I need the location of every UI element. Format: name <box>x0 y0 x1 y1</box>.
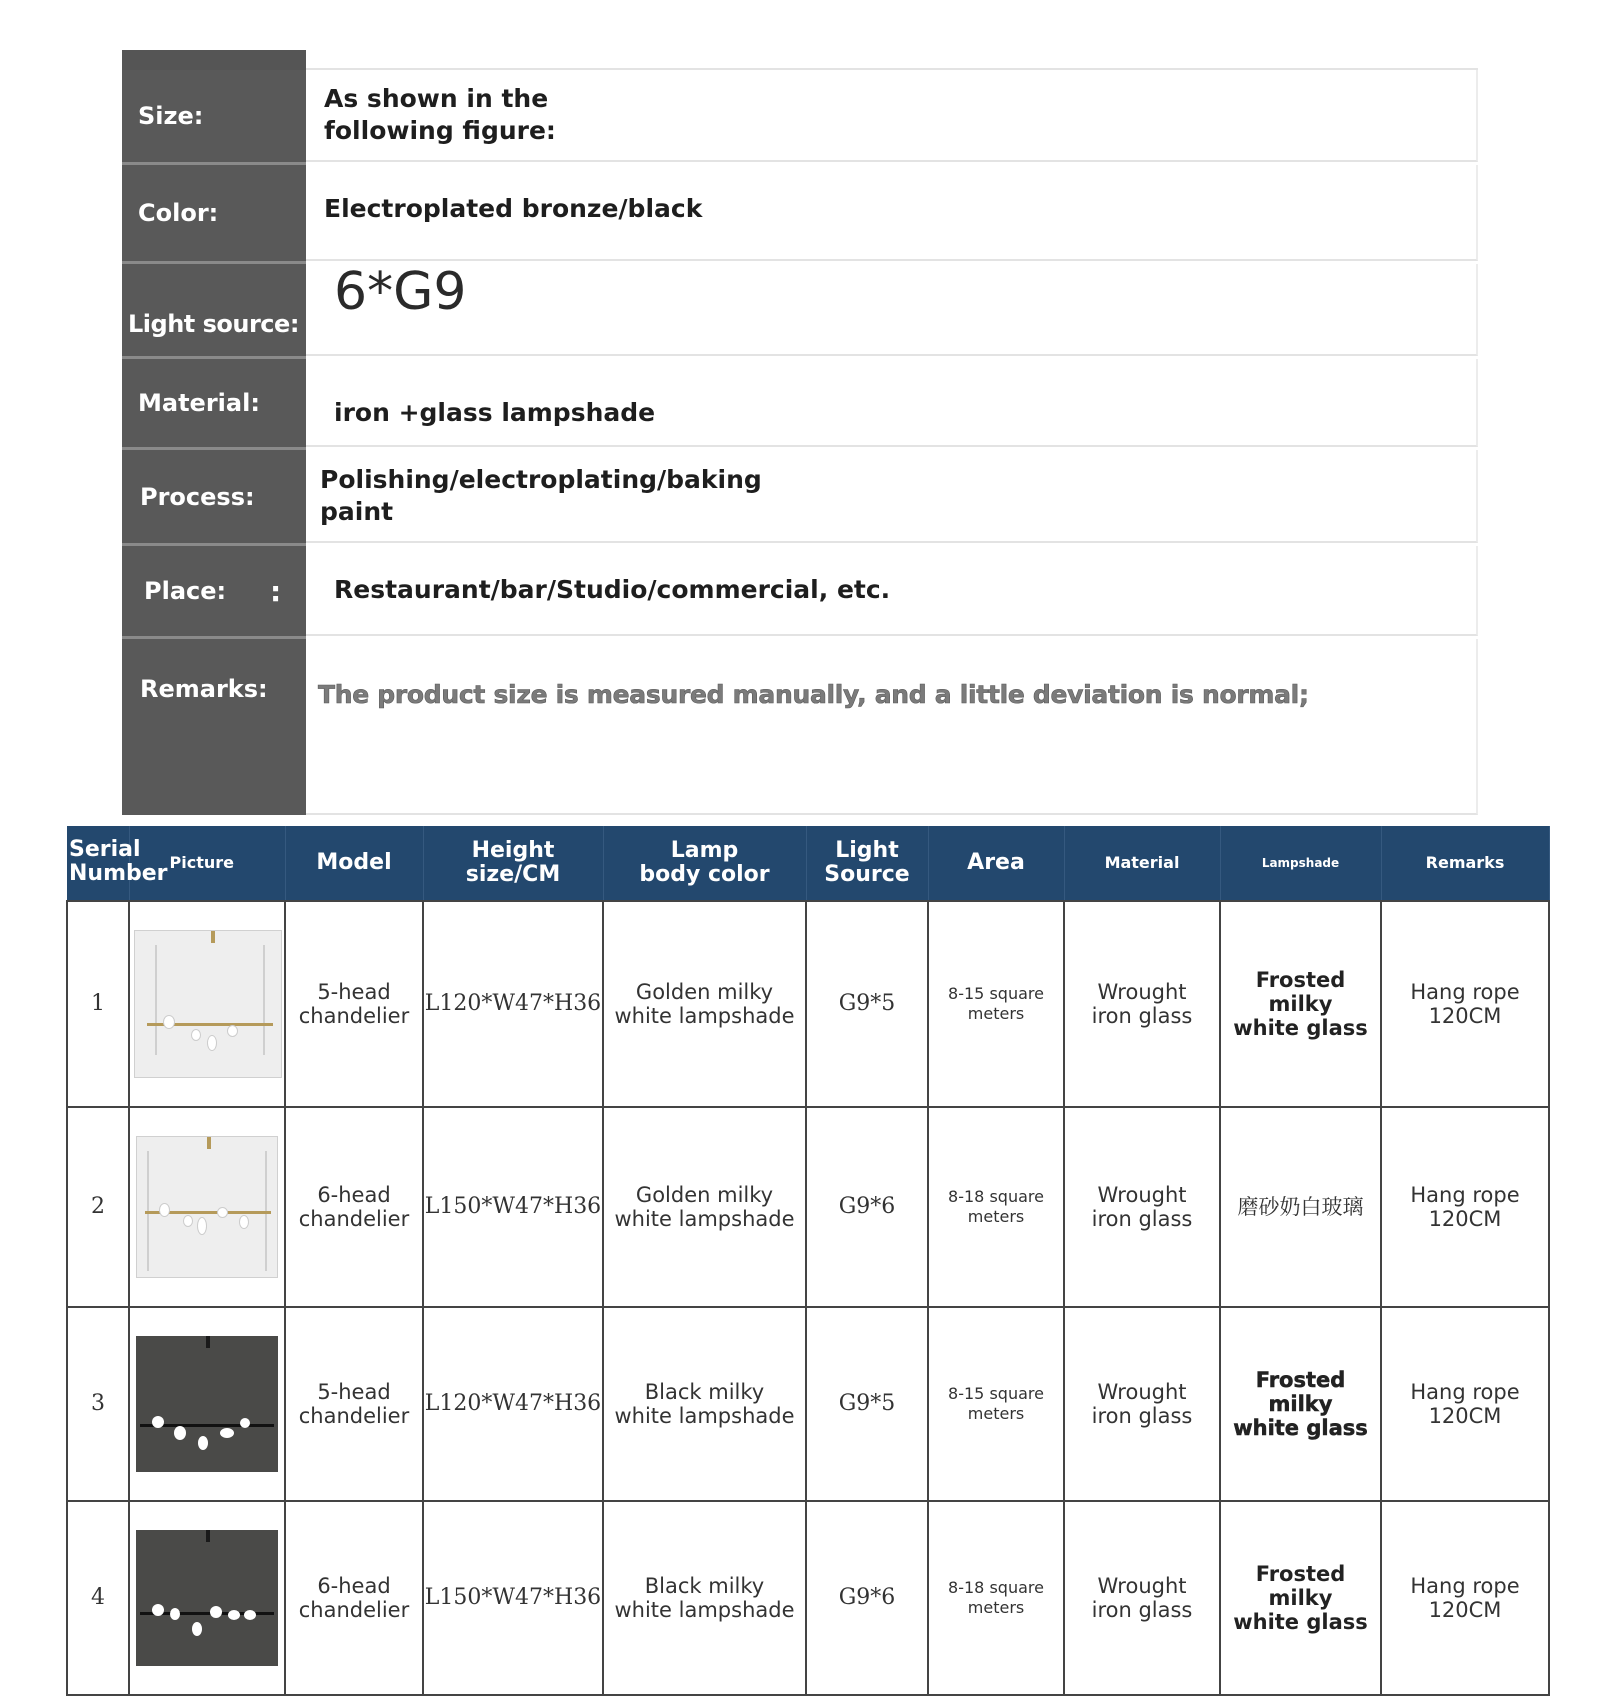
cell-height: L150*W47*H36 <box>423 1107 603 1307</box>
spec-row-process <box>122 450 1478 543</box>
bulb-icon <box>152 1604 164 1616</box>
spec-value: Restaurant/bar/Studio/commercial, etc. <box>306 546 1478 636</box>
spec-row-place <box>122 546 1478 636</box>
bulb-icon <box>244 1610 256 1620</box>
cell-model: 6-head chandelier <box>285 1501 423 1695</box>
cell-lampshade: Frosted milky white glass <box>1220 901 1381 1107</box>
mount-icon <box>211 931 215 943</box>
cell-picture <box>129 1107 285 1307</box>
cell-material: Wrought iron glass <box>1064 1107 1220 1307</box>
spec-top-strip <box>122 50 306 70</box>
spec-label: Color: <box>122 165 306 261</box>
cell-model: 6-head chandelier <box>285 1107 423 1307</box>
bulb-icon <box>207 1035 217 1051</box>
bulb-icon <box>183 1215 193 1227</box>
cell-remarks: Hang rope 120CM <box>1381 1307 1549 1501</box>
bulb-icon <box>174 1426 186 1440</box>
cell-body-color: Black milky white lampshade <box>603 1307 806 1501</box>
bulb-icon <box>170 1608 180 1620</box>
spec-label: Remarks: <box>122 639 306 815</box>
bulb-icon <box>239 1215 249 1229</box>
spec-label <box>122 546 306 636</box>
product-table <box>66 826 1548 1634</box>
mount-icon <box>206 1336 210 1348</box>
spec-label: Material: <box>122 359 306 447</box>
guide-line <box>263 945 265 1055</box>
header-row <box>67 826 1549 901</box>
bulb-icon <box>152 1416 164 1428</box>
cell-light-source: G9*5 <box>806 1307 928 1501</box>
cell-height: L120*W47*H36 <box>423 1307 603 1501</box>
cell-picture <box>129 1307 285 1501</box>
golden-chandelier-image <box>134 930 282 1078</box>
cell-body-color: Golden milky white lampshade <box>603 1107 806 1307</box>
cell-lampshade: Frosted milky white glass <box>1220 1501 1381 1695</box>
cell-height: L120*W47*H36 <box>423 901 603 1107</box>
cell-area: 8-15 square meters <box>928 901 1064 1107</box>
table-row <box>67 901 1549 1107</box>
spec-row-material <box>122 359 1478 447</box>
cell-light-source: G9*6 <box>806 1107 928 1307</box>
cell-area: 8-18 square meters <box>928 1107 1064 1307</box>
bulb-icon <box>240 1418 250 1428</box>
bulb-icon <box>220 1428 234 1438</box>
header-remarks: Remarks <box>1381 826 1549 901</box>
mount-icon <box>206 1530 210 1542</box>
header-area: Area <box>928 826 1064 901</box>
header-picture: Picture <box>129 826 285 901</box>
cell-lampshade: 磨砂奶白玻璃 <box>1220 1107 1381 1307</box>
bulb-icon <box>227 1025 238 1037</box>
cell-area: 8-15 square meters <box>928 1307 1064 1501</box>
cell-body-color: Black milky white lampshade <box>603 1501 806 1695</box>
spec-label: Light source: <box>122 264 306 356</box>
bulb-icon <box>159 1203 170 1217</box>
bulb-icon <box>210 1606 222 1618</box>
cell-picture <box>129 901 285 1107</box>
bulb-icon <box>191 1029 201 1041</box>
cell-material: Wrought iron glass <box>1064 1307 1220 1501</box>
spec-table <box>122 50 1478 815</box>
bulb-icon <box>197 1217 207 1235</box>
header-height: Height size/CM <box>423 826 603 901</box>
mount-icon <box>207 1137 211 1149</box>
bulb-icon <box>217 1207 228 1218</box>
spec-value: The product size is measured manually, and a little deviation is normal; <box>306 639 1478 815</box>
spec-value: Polishing/electroplating/baking paint <box>306 450 1478 543</box>
black-chandelier-image <box>136 1530 278 1666</box>
cell-model: 5-head chandelier <box>285 1307 423 1501</box>
header-material: Material <box>1064 826 1220 901</box>
cell-light-source: G9*6 <box>806 1501 928 1695</box>
cell-remarks: Hang rope 120CM <box>1381 1107 1549 1307</box>
bulb-icon <box>198 1436 208 1450</box>
cell-body-color: Golden milky white lampshade <box>603 901 806 1107</box>
spec-row-light-source <box>122 264 1478 356</box>
spec-row-color <box>122 165 1478 261</box>
cell-material: Wrought iron glass <box>1064 1501 1220 1695</box>
cell-serial: 2 <box>67 1107 129 1307</box>
bulb-icon <box>228 1610 240 1620</box>
cell-height: L150*W47*H36 <box>423 1501 603 1695</box>
cell-lampshade: Frosted milky white glass <box>1220 1307 1381 1501</box>
spec-value: As shown in the following figure: <box>306 70 1478 162</box>
cell-serial: 3 <box>67 1307 129 1501</box>
black-chandelier-image <box>136 1336 278 1472</box>
header-lampshade: Lampshade <box>1220 826 1381 901</box>
cell-light-source: G9*5 <box>806 901 928 1107</box>
spec-label: Process: <box>122 450 306 543</box>
spec-row-remarks <box>122 639 1478 815</box>
golden-chandelier-image <box>136 1136 278 1278</box>
cell-serial: 1 <box>67 901 129 1107</box>
table-row <box>67 1501 1549 1695</box>
cell-material: Wrought iron glass <box>1064 901 1220 1107</box>
spec-label-text: Place: <box>144 577 227 605</box>
spec-value: iron +glass lampshade <box>306 359 1478 447</box>
header-serial: Serial Number <box>67 826 129 901</box>
table-row <box>67 1307 1549 1501</box>
cell-serial: 4 <box>67 1501 129 1695</box>
spec-value: 6*G9 <box>306 264 1478 356</box>
bulb-icon <box>163 1015 175 1029</box>
spec-label-colon: : <box>270 574 282 608</box>
spec-row-size <box>122 70 1478 162</box>
header-light-source: Light Source <box>806 826 928 901</box>
bulb-icon <box>192 1622 202 1636</box>
cell-area: 8-18 square meters <box>928 1501 1064 1695</box>
cell-picture <box>129 1501 285 1695</box>
header-model: Model <box>285 826 423 901</box>
cell-remarks: Hang rope 120CM <box>1381 901 1549 1107</box>
cell-model: 5-head chandelier <box>285 901 423 1107</box>
header-body-color: Lamp body color <box>603 826 806 901</box>
product-grid <box>66 826 1550 1696</box>
cell-remarks: Hang rope 120CM <box>1381 1501 1549 1695</box>
spec-label: Size: <box>122 70 306 162</box>
table-row <box>67 1107 1549 1307</box>
guide-line <box>155 945 157 1055</box>
spec-value: Electroplated bronze/black <box>306 165 1478 261</box>
